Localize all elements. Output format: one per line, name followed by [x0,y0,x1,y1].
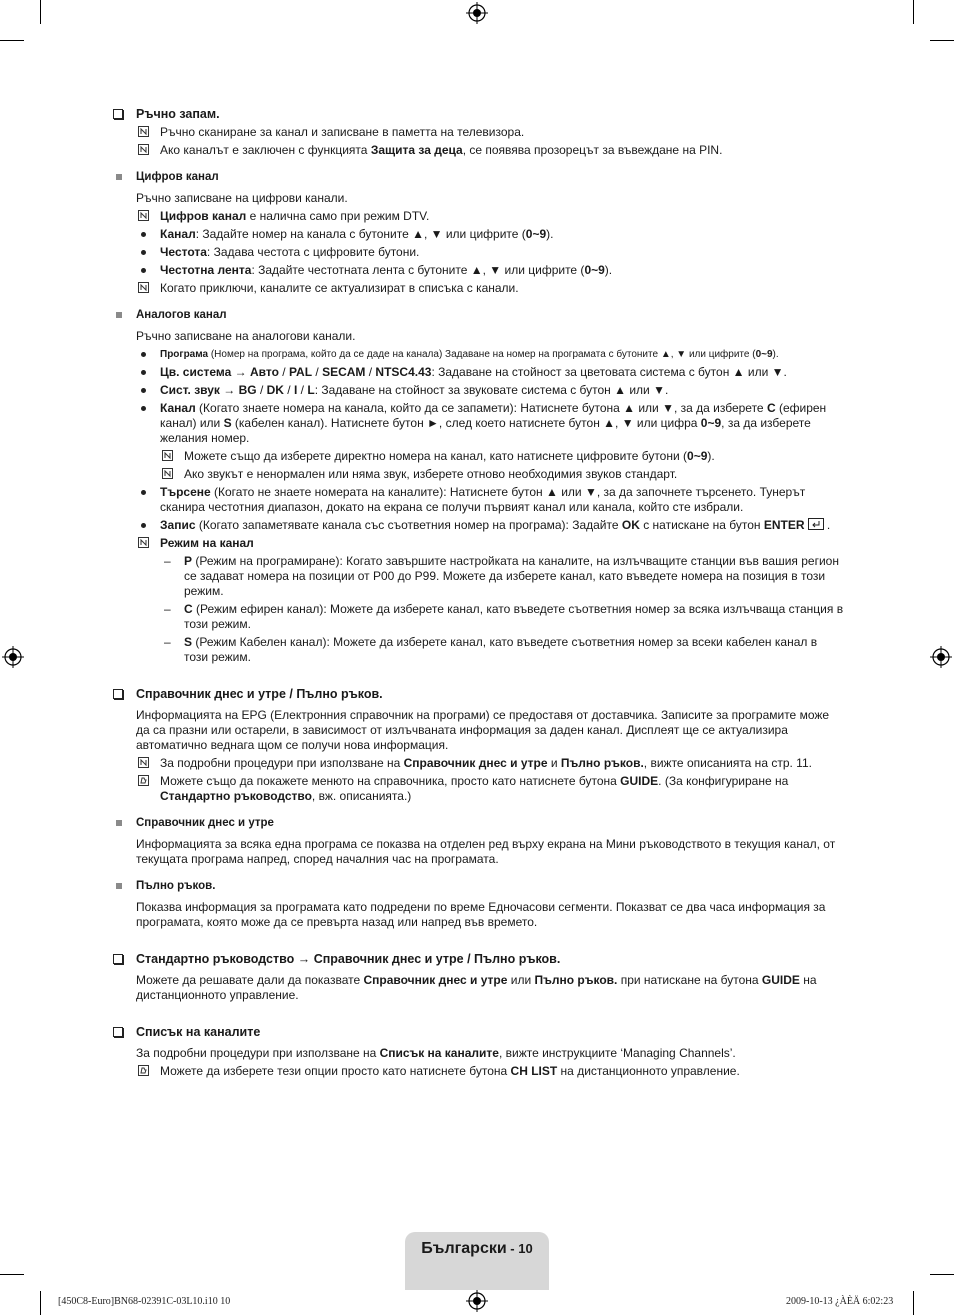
tip: Можете също да покажете менюто на справочника, просто като натиснете бутона GUIDE. (За конфигуриране на Стандартно ръководство, вж. описанията.) [112,774,844,804]
bullet-dot-icon [141,490,146,495]
paragraph: За подробни процедури при използване на Списък на каналите, вижте инструкциите ‘Managing Channels’. [136,1046,736,1060]
note-icon [138,210,149,221]
bullet-item: Търсене (Когато не знаете номерата на каналите): Натиснете бутон ▲ или ▼, за да започнете търсенето. Тунерът сканира честотния диапазон, докато на екрана се получи първият канал или канала, който сте избрали. [112,485,844,515]
print-info-right: 2009-10-13 ¿ÀÈÄ 6:02:23 [786,1296,894,1307]
subsection-heading: Аналогов канал [112,308,844,323]
remote-tip-icon [138,775,149,786]
note: Ако звукът е ненормален или няма звук, изберете отново необходимия звуков стандарт. [112,467,844,482]
crop-mark [913,1291,914,1315]
bullet-item: Сист. звук → BG / DK / I / L: Задаване на стойност за звуковате система с бутон ▲ или ▼. [112,383,844,398]
print-info-left: [450C8-Euro]BN68-02391C-03L10.i10 10 [58,1296,231,1307]
crop-mark [0,1274,24,1275]
enter-key-icon [808,518,824,530]
subsection-heading: Цифров канал [112,170,844,185]
crop-mark [40,1291,41,1315]
section-heading: Списък на каналите [112,1025,844,1040]
note: Режим на канал [112,536,844,551]
registration-mark-icon [466,1290,488,1312]
section-heading: Стандартно ръководство → Справочник днес и утре / Пълно ръков. [112,952,844,967]
note: Цифров канал е налична само при режим DTV. [112,209,844,224]
square-bullet-icon [116,312,122,318]
registration-mark-icon [2,646,24,668]
note-icon [162,468,173,479]
bullet-item: Програма (Номер на програма, който да се даде на канала) Задаване на номер на програмата с бутоните ▲, ▼ или цифрите (0~9). [112,347,844,362]
bullet-dot-icon [141,268,146,273]
paragraph: Можете да решавате дали да показвате Справочник днес и утре или Пълно ръков. при натискане на бутона GUIDE на дистанционното управление. [136,973,817,1002]
paragraph: Информацията на EPG (Електронния справочник на програми) се предоставя от доставчика. Записите за програмите може да са празни или остарели, в зависимост от излъчваната информация за даден канал. Дисплеят ще се актуализира автоматично веднага щом се получи нова информация. [136,708,830,752]
bullet-dot-icon [141,388,146,393]
crop-mark [930,40,954,41]
page-number: 10 [518,1241,533,1256]
note-icon [138,537,149,548]
square-bullet-icon [116,883,122,889]
checkbox-bullet-icon [113,109,123,119]
bullet-item: Запис (Когато запаметявате канала със съответния номер на програма): Задайте OK с натискане на бутон ENTER . [112,518,844,533]
bullet-dot-icon [141,523,146,528]
remote-tip-icon [138,1065,149,1076]
paragraph: Показва информация за програмата като подредени по време Едночасови сегменти. Показват се два часа информация за програмата, която може да се превърта назад или напред във времето. [136,900,826,929]
checkbox-bullet-icon [113,1027,123,1037]
crop-mark [0,40,24,41]
crop-mark [40,0,41,24]
square-bullet-icon [116,820,122,826]
crop-mark [930,1274,954,1275]
note: Можете също да изберете директно номера на канал, като натиснете цифровите бутони (0~9). [112,449,844,464]
registration-mark-icon [466,2,488,24]
paragraph: Ръчно записване на аналогови канали. [136,329,356,343]
note: Ръчно сканиране за канал и записване в паметта на телевизора. [112,125,844,140]
paragraph: Ръчно записване на цифрови канали. [136,191,348,205]
dash-item: – S (Режим Кабелен канал): Можете да изберете канал, като въведете съответния номер за всеки кабелен канал в този режим. [164,635,818,664]
note: Ако каналът е заключен с функцията Защита за деца, се появява прозорецът за въвеждане на PIN. [112,143,844,158]
crop-mark [913,0,914,24]
section-heading: Справочник днес и утре / Пълно ръков. [112,687,844,702]
bullet-item: Канал (Когато знаете номера на канала, който да се запамети): Натиснете бутона ▲ или ▼, за да изберете C (ефирен канал) или S (кабелен канал). Натиснете бутон ►, след което натиснете бутон ▲, ▼ или цифра 0~9, за да изберете желания номер. [112,401,844,446]
section-heading: Ръчно запам. [112,107,844,122]
bullet-dot-icon [141,250,146,255]
note-icon [138,144,149,155]
registration-mark-icon [930,646,952,668]
checkbox-bullet-icon [113,954,123,964]
checkbox-bullet-icon [113,689,123,699]
subsection-heading: Справочник днес и утре [112,816,844,831]
dash-item: – C (Режим ефирен канал): Можете да изберете канал, като въведете съответния номер за всяка излъчваща станция в този режим. [164,602,844,631]
note-icon [138,126,149,137]
tip: Можете да изберете тези опции просто като натиснете бутона CH LIST на дистанционното управление. [112,1064,844,1079]
subsection-heading: Пълно ръков. [112,879,844,894]
dash-item: – P (Режим на програмиране): Когато завършите настройката на каналите, на излъчващите станции във вашия регион се задават номера на позиции от P00 до P99. Можете да изберете канал, като въведете номера на позиция в този режим. [164,554,839,598]
bullet-item: Канал: Задайте номер на канала с бутоните ▲, ▼ или цифрите (0~9). [112,227,844,242]
bullet-item: Честота: Задава честота с цифровите бутони. [112,245,844,260]
note: Когато приключи, каналите се актуализират в списъка с канали. [112,281,844,296]
note-icon [138,757,149,768]
square-bullet-icon [116,174,122,180]
note: За подробни процедури при използване на Справочник днес и утре и Пълно ръков., вижте описанията на стр. 11. [112,756,844,771]
note-icon [162,450,173,461]
bullet-dot-icon [141,232,146,237]
bullet-item: Цв. система → Авто / PAL / SECAM / NTSC4.43: Задаване на стойност за цветовата система с бутон ▲ или ▼. [112,365,844,380]
bullet-dot-icon [141,406,146,411]
note-icon [138,282,149,293]
bullet-item: Честотна лента: Задайте честотната лента с бутоните ▲, ▼ или цифрите (0~9). [112,263,844,278]
paragraph: Информацията за всяка една програма се показва на отделен ред върху екрана на Мини ръководството в текущия канал, от текущата програма напред, според началния час на програмата. [136,837,836,866]
bullet-dot-icon [141,352,146,357]
manual-page-content [112,107,844,1079]
page-footer-label: Български - 10 [421,1240,533,1257]
bullet-dot-icon [141,370,146,375]
